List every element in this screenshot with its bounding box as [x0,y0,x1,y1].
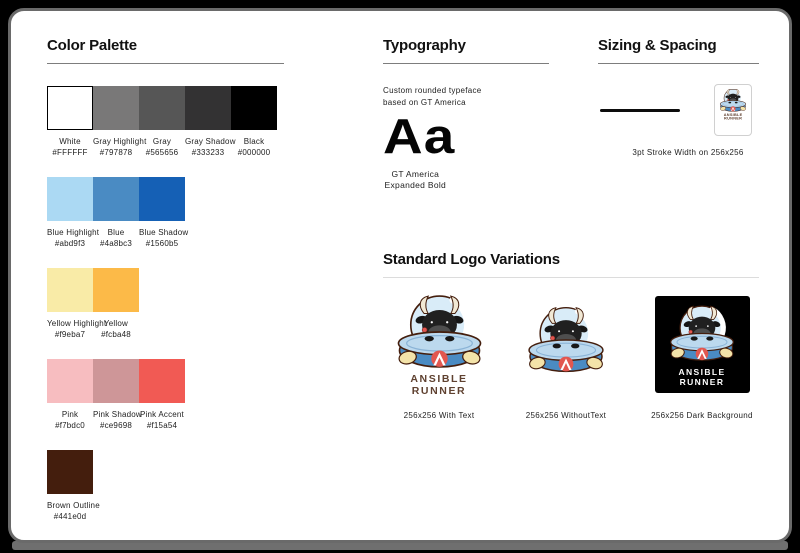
swatch-hex: #ce9698 [99,421,133,430]
swatch-hex: #565656 [145,148,179,157]
logo-variation-with-text [383,292,495,420]
swatch-row [47,450,293,494]
variation-caption: 256x256 WithoutText [525,411,607,420]
swatch-name: Pink Accent [139,410,184,419]
color-swatch [139,359,185,403]
dark-background-box [655,296,750,393]
swatch-label [139,227,189,249]
wordmark-line2: RUNNER [679,376,725,387]
type-specimen: Aa [383,110,456,164]
swatch-hex: #441e0d [53,512,87,521]
swatch-label [93,409,142,431]
font-name-line2: Expanded Bold [384,180,447,190]
swatch-label [47,318,107,340]
swatch-label-row [47,409,293,431]
wordmark [410,373,467,397]
swatch-hex: #f7bdc0 [55,421,85,430]
color-swatch [231,86,277,130]
sizing-examples [598,84,768,136]
logo-variations-title: Standard Logo Variations [383,251,560,268]
swatch-name: Black [243,137,265,146]
swatch-row [47,359,293,403]
logo-size-sample-card [714,84,752,136]
typography-section [383,37,558,193]
color-swatch [139,177,185,221]
wordmark-line1: ANSIBLE [678,366,726,377]
color-swatch [93,177,139,221]
wordmark-line2: RUNNER [411,385,467,397]
swatch-name: Blue [107,228,125,237]
color-swatch [139,86,185,130]
wordmark [724,113,743,121]
ansible-runner-logo [523,304,609,376]
swatch-label [139,409,185,431]
swatch-label [93,318,139,340]
typography-divider [383,63,549,64]
color-swatch [93,268,139,312]
swatch-hex: #f9eba7 [54,330,86,339]
color-swatch [47,268,93,312]
sizing-spacing-title: Sizing & Spacing [598,37,717,54]
swatch-hex: #fcba48 [101,330,131,339]
swatch-name: Gray Shadow [185,137,236,146]
sizing-spacing-section [598,37,768,157]
swatch-hex: #f15a54 [146,421,178,430]
swatch-hex: #333233 [191,148,225,157]
color-palette-divider [47,63,284,64]
color-swatch [47,450,93,494]
swatch-hex: #4a8bc3 [99,239,133,248]
sizing-spacing-divider [598,63,759,64]
swatch-name: Pink [61,410,79,419]
typeface-description [383,85,558,109]
stroke-width-caption: 3pt Stroke Width on 256x256 [632,148,744,157]
font-name-line1: GT America [391,169,440,179]
font-name-caption [383,169,448,191]
color-swatch [47,177,93,221]
variation-caption: 256x256 With Text [403,411,475,420]
swatch-row [47,268,293,312]
color-swatch [93,359,139,403]
type-specimen-block [383,110,456,191]
swatch-hex: #1560b5 [145,239,179,248]
color-swatch [47,359,93,403]
swatch-row [47,177,293,221]
swatch-label [139,136,185,158]
logo-variations-divider [383,277,759,278]
brand-guide-card [8,8,792,543]
swatch-name: White [59,137,81,146]
ansible-runner-logo [666,303,738,364]
logo-variation-without-text [504,292,628,420]
color-swatch [185,86,231,130]
wordmark [678,367,725,387]
swatch-name: Blue Highlight [47,228,100,237]
palette-rows [47,86,293,522]
typeface-description-line2: based on GT America [383,98,466,107]
swatch-label [231,136,277,158]
logo-variations-section [383,251,767,420]
swatch-label-row [47,136,293,158]
swatch-label-row [47,500,293,522]
color-palette-title: Color Palette [47,37,137,54]
swatch-hex: #abd9f3 [54,239,86,248]
swatch-name: Blue Shadow [139,228,189,237]
swatch-label [47,227,100,249]
variation-caption: 256x256 Dark Background [651,411,753,420]
color-palette-section [47,37,293,541]
swatch-name: Gray [152,137,172,146]
swatch-label [47,136,93,158]
color-swatch [47,86,93,130]
swatch-hex: #000000 [237,148,271,157]
swatch-name: Pink Shadow [93,410,142,419]
swatch-hex: #FFFFFF [52,148,88,157]
swatch-name: Brown Outline [47,501,100,510]
swatch-name: Yellow [103,319,129,328]
typeface-description-line1: Custom rounded typeface [383,86,482,95]
ansible-runner-logo-icon [718,88,748,113]
wordmark-line1: ANSIBLE [410,373,468,385]
swatch-name: Yellow Highlight [47,319,107,328]
ansible-runner-logo [392,292,487,372]
color-swatch [93,86,139,130]
swatch-label [47,500,100,522]
swatch-label [185,136,236,158]
swatch-row [47,86,293,130]
swatch-label-row [47,318,293,340]
wordmark-line2: RUNNER [723,116,743,121]
swatch-label-row [47,227,293,249]
swatch-hex: #797878 [99,148,133,157]
typography-title: Typography [383,37,466,54]
swatch-name: Gray Highlight [93,137,147,146]
wordmark-line1: ANSIBLE [723,113,743,117]
stroke-width-sample [600,109,680,112]
swatch-label [93,136,147,158]
logo-variations-row [383,292,767,420]
swatch-label [93,227,139,249]
logo-variation-dark-background [637,292,767,420]
swatch-label [47,409,93,431]
